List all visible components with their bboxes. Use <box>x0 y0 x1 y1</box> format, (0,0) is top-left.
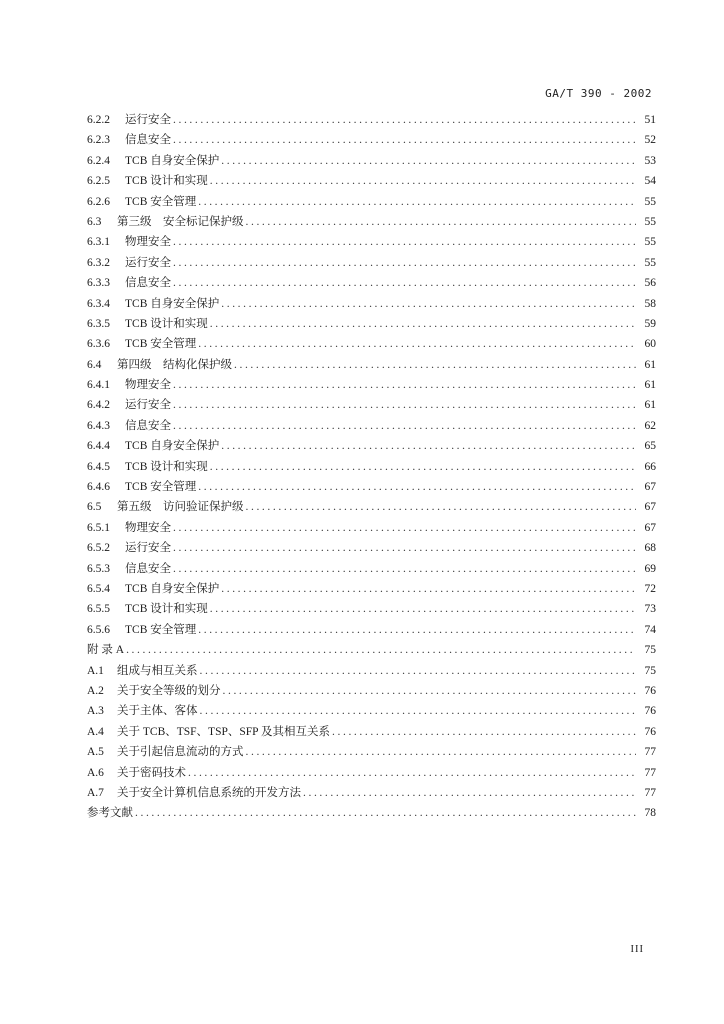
toc-entry-number: 6.5.5 <box>87 603 110 616</box>
toc-entry[interactable] <box>87 783 656 803</box>
table-of-contents <box>87 110 656 824</box>
toc-entry[interactable] <box>87 232 656 252</box>
toc-dot-leader <box>246 497 637 517</box>
toc-entry-title: TCB 自身安全保护 <box>125 440 220 453</box>
toc-entry-number: 6.3 <box>87 215 102 228</box>
toc-entry-page: 77 <box>644 746 656 759</box>
toc-entry-number: 6.4.4 <box>87 440 110 453</box>
toc-dot-leader <box>198 477 636 497</box>
toc-entry[interactable] <box>87 599 656 619</box>
toc-dot-leader <box>173 416 636 436</box>
toc-entry-page: 51 <box>644 114 656 126</box>
toc-entry[interactable] <box>87 803 656 823</box>
toc-dot-leader <box>198 620 636 640</box>
toc-entry-number: 6.2.5 <box>87 175 110 188</box>
toc-entry-page: 77 <box>644 786 656 799</box>
toc-entry-number: 6.3.3 <box>87 277 110 290</box>
toc-dot-leader <box>234 355 636 375</box>
toc-entry-number: A.2 <box>87 684 104 697</box>
toc-entry-page: 76 <box>644 684 656 697</box>
toc-entry-page: 76 <box>644 725 656 738</box>
toc-entry-title: 关于密码技术 <box>117 766 186 779</box>
toc-entry-title: TCB 安全管理 <box>125 195 197 208</box>
toc-entry-page: 59 <box>644 317 656 330</box>
toc-entry[interactable] <box>87 314 656 334</box>
toc-dot-leader <box>173 130 636 150</box>
toc-entry-page: 55 <box>644 256 656 269</box>
toc-entry-number: 6.5.4 <box>87 582 110 595</box>
toc-entry-title: 信息安全 <box>125 134 171 147</box>
toc-entry-page: 58 <box>644 297 656 310</box>
toc-dot-leader <box>246 212 637 232</box>
toc-entry-page: 73 <box>644 603 656 616</box>
toc-entry[interactable] <box>87 742 656 762</box>
toc-dot-leader <box>173 395 636 415</box>
toc-dot-leader <box>210 171 636 191</box>
toc-entry[interactable] <box>87 518 656 538</box>
toc-entry-page: 62 <box>644 419 656 432</box>
toc-entry-title: 运行安全 <box>125 256 171 269</box>
toc-entry-title: TCB 自身安全保护 <box>125 154 220 167</box>
toc-entry-number: 6.4.1 <box>87 379 110 392</box>
toc-dot-leader <box>126 640 636 660</box>
toc-entry-title: 组成与相互关系 <box>117 664 198 677</box>
toc-entry-title: TCB 设计和实现 <box>125 603 208 616</box>
toc-entry-title: 第三级 安全标记保护级 <box>117 215 244 228</box>
toc-entry[interactable] <box>87 640 656 660</box>
page-number: III <box>630 944 644 955</box>
toc-entry-number: 6.4.5 <box>87 460 110 473</box>
toc-entry-title: 关于安全等级的划分 <box>117 684 221 697</box>
toc-entry-title: 信息安全 <box>125 419 171 432</box>
toc-entry-number: 6.5.6 <box>87 623 110 636</box>
toc-entry-page: 67 <box>644 501 656 514</box>
toc-entry[interactable] <box>87 579 656 599</box>
toc-entry-number: 6.5 <box>87 501 102 514</box>
toc-entry[interactable] <box>87 477 656 497</box>
toc-dot-leader <box>135 803 636 823</box>
toc-entry-number: 6.5.2 <box>87 542 110 555</box>
toc-entry-title: 第四级 结构化保护级 <box>117 358 232 371</box>
toc-entry[interactable] <box>87 110 656 130</box>
toc-entry[interactable] <box>87 722 656 742</box>
toc-entry-page: 68 <box>644 542 656 555</box>
toc-entry[interactable] <box>87 681 656 701</box>
toc-entry-title: 物理安全 <box>125 521 171 534</box>
toc-entry[interactable] <box>87 457 656 477</box>
toc-dot-leader <box>173 518 636 538</box>
toc-entry-number: 6.2.2 <box>87 114 110 126</box>
toc-entry-page: 55 <box>644 236 656 249</box>
toc-entry-page: 60 <box>644 338 656 351</box>
toc-entry-page: 72 <box>644 582 656 595</box>
toc-entry-number: 6.2.4 <box>87 154 110 167</box>
toc-entry-number: 6.3.4 <box>87 297 110 310</box>
toc-entry-number: 6.2.6 <box>87 195 110 208</box>
toc-entry-page: 67 <box>644 521 656 534</box>
toc-entry-title: TCB 设计和实现 <box>125 175 208 188</box>
toc-entry[interactable] <box>87 701 656 721</box>
toc-entry-number: 6.4 <box>87 358 102 371</box>
toc-entry-title: 运行安全 <box>125 542 171 555</box>
toc-entry-number: A.3 <box>87 705 104 718</box>
toc-entry-page: 61 <box>644 358 656 371</box>
toc-dot-leader <box>200 701 637 721</box>
toc-entry-title: 参考文献 <box>87 807 133 820</box>
toc-entry-page: 61 <box>644 379 656 392</box>
toc-entry-title: TCB 设计和实现 <box>125 460 208 473</box>
toc-entry-page: 74 <box>644 623 656 636</box>
toc-dot-leader <box>246 742 637 762</box>
toc-entry[interactable] <box>87 620 656 640</box>
toc-entry[interactable] <box>87 416 656 436</box>
toc-entry-number: 6.3.1 <box>87 236 110 249</box>
toc-entry[interactable] <box>87 559 656 579</box>
toc-dot-leader <box>210 599 636 619</box>
toc-entry[interactable] <box>87 192 656 212</box>
toc-dot-leader <box>173 273 636 293</box>
toc-entry[interactable] <box>87 273 656 293</box>
toc-dot-leader <box>173 253 636 273</box>
toc-entry[interactable] <box>87 334 656 354</box>
toc-entry[interactable] <box>87 212 656 232</box>
standard-code: GA/T 390 - 2002 <box>545 87 652 100</box>
toc-dot-leader <box>173 232 636 252</box>
toc-dot-leader <box>173 110 636 130</box>
toc-entry[interactable] <box>87 253 656 273</box>
toc-entry[interactable] <box>87 130 656 150</box>
toc-dot-leader <box>221 579 636 599</box>
toc-entry-page: 56 <box>644 277 656 290</box>
toc-entry-title: TCB 安全管理 <box>125 623 197 636</box>
toc-entry[interactable] <box>87 151 656 171</box>
toc-entry-title: TCB 安全管理 <box>125 338 197 351</box>
toc-entry-page: 69 <box>644 562 656 575</box>
toc-entry-title: 物理安全 <box>125 236 171 249</box>
toc-entry-title: 关于安全计算机信息系统的开发方法 <box>117 786 301 799</box>
toc-dot-leader <box>173 559 636 579</box>
toc-entry-number: A.4 <box>87 725 104 738</box>
toc-entry-page: 66 <box>644 460 656 473</box>
toc-entry-page: 55 <box>644 195 656 208</box>
toc-entry-title: 附 录 A <box>87 644 125 657</box>
toc-dot-leader <box>223 681 637 701</box>
toc-dot-leader <box>210 314 636 334</box>
toc-entry-title: 关于 TCB、TSF、TSP、SFP 及其相互关系 <box>117 725 331 738</box>
toc-entry-title: 信息安全 <box>125 562 171 575</box>
toc-dot-leader <box>173 375 636 395</box>
toc-entry[interactable] <box>87 355 656 375</box>
toc-entry-number: 6.4.6 <box>87 481 110 494</box>
toc-entry-page: 67 <box>644 481 656 494</box>
toc-entry-title: 物理安全 <box>125 379 171 392</box>
toc-entry[interactable] <box>87 375 656 395</box>
toc-dot-leader <box>173 538 636 558</box>
toc-entry[interactable] <box>87 661 656 681</box>
toc-entry-title: TCB 自身安全保护 <box>125 297 220 310</box>
toc-dot-leader <box>210 457 636 477</box>
toc-entry-page: 76 <box>644 705 656 718</box>
toc-dot-leader <box>221 294 636 314</box>
toc-entry-number: 6.3.5 <box>87 317 110 330</box>
toc-entry-number: 6.4.3 <box>87 419 110 432</box>
toc-entry[interactable] <box>87 395 656 415</box>
toc-entry[interactable] <box>87 763 656 783</box>
toc-entry-number: 6.5.3 <box>87 562 110 575</box>
toc-entry-number: A.1 <box>87 664 104 677</box>
toc-entry-page: 55 <box>644 215 656 228</box>
toc-entry-title: 信息安全 <box>125 277 171 290</box>
toc-entry-number: A.6 <box>87 766 104 779</box>
toc-entry-page: 75 <box>644 664 656 677</box>
toc-entry-number: 6.5.1 <box>87 521 110 534</box>
toc-entry-title: TCB 设计和实现 <box>125 317 208 330</box>
toc-dot-leader <box>332 722 636 742</box>
toc-entry-number: 6.3.6 <box>87 338 110 351</box>
toc-entry-page: 52 <box>644 134 656 147</box>
toc-entry-title: 关于主体、客体 <box>117 705 198 718</box>
toc-dot-leader <box>221 436 636 456</box>
toc-dot-leader <box>200 661 637 681</box>
toc-entry[interactable] <box>87 497 656 517</box>
toc-entry-number: 6.2.3 <box>87 134 110 147</box>
toc-entry-title: 第五级 访问验证保护级 <box>117 501 244 514</box>
toc-entry-number: A.5 <box>87 746 104 759</box>
toc-entry-title: TCB 自身安全保护 <box>125 582 220 595</box>
toc-dot-leader <box>198 192 636 212</box>
toc-entry[interactable] <box>87 294 656 314</box>
toc-entry-title: 关于引起信息流动的方式 <box>117 746 244 759</box>
toc-entry-page: 53 <box>644 154 656 167</box>
toc-dot-leader <box>198 334 636 354</box>
toc-entry-title: 运行安全 <box>125 399 171 412</box>
toc-entry-number: 6.4.2 <box>87 399 110 412</box>
toc-dot-leader <box>303 783 636 803</box>
toc-entry-page: 78 <box>644 807 656 820</box>
toc-entry-page: 75 <box>644 644 656 657</box>
toc-entry-title: 运行安全 <box>125 114 171 126</box>
toc-entry-page: 65 <box>644 440 656 453</box>
toc-entry[interactable] <box>87 171 656 191</box>
toc-entry[interactable] <box>87 436 656 456</box>
toc-entry-page: 54 <box>644 175 656 188</box>
toc-entry[interactable] <box>87 538 656 558</box>
toc-entry-page: 77 <box>644 766 656 779</box>
toc-entry-number: 6.3.2 <box>87 256 110 269</box>
toc-entry-page: 61 <box>644 399 656 412</box>
toc-entry-number: A.7 <box>87 786 104 799</box>
toc-dot-leader <box>221 151 636 171</box>
toc-entry-title: TCB 安全管理 <box>125 481 197 494</box>
toc-dot-leader <box>188 763 636 783</box>
